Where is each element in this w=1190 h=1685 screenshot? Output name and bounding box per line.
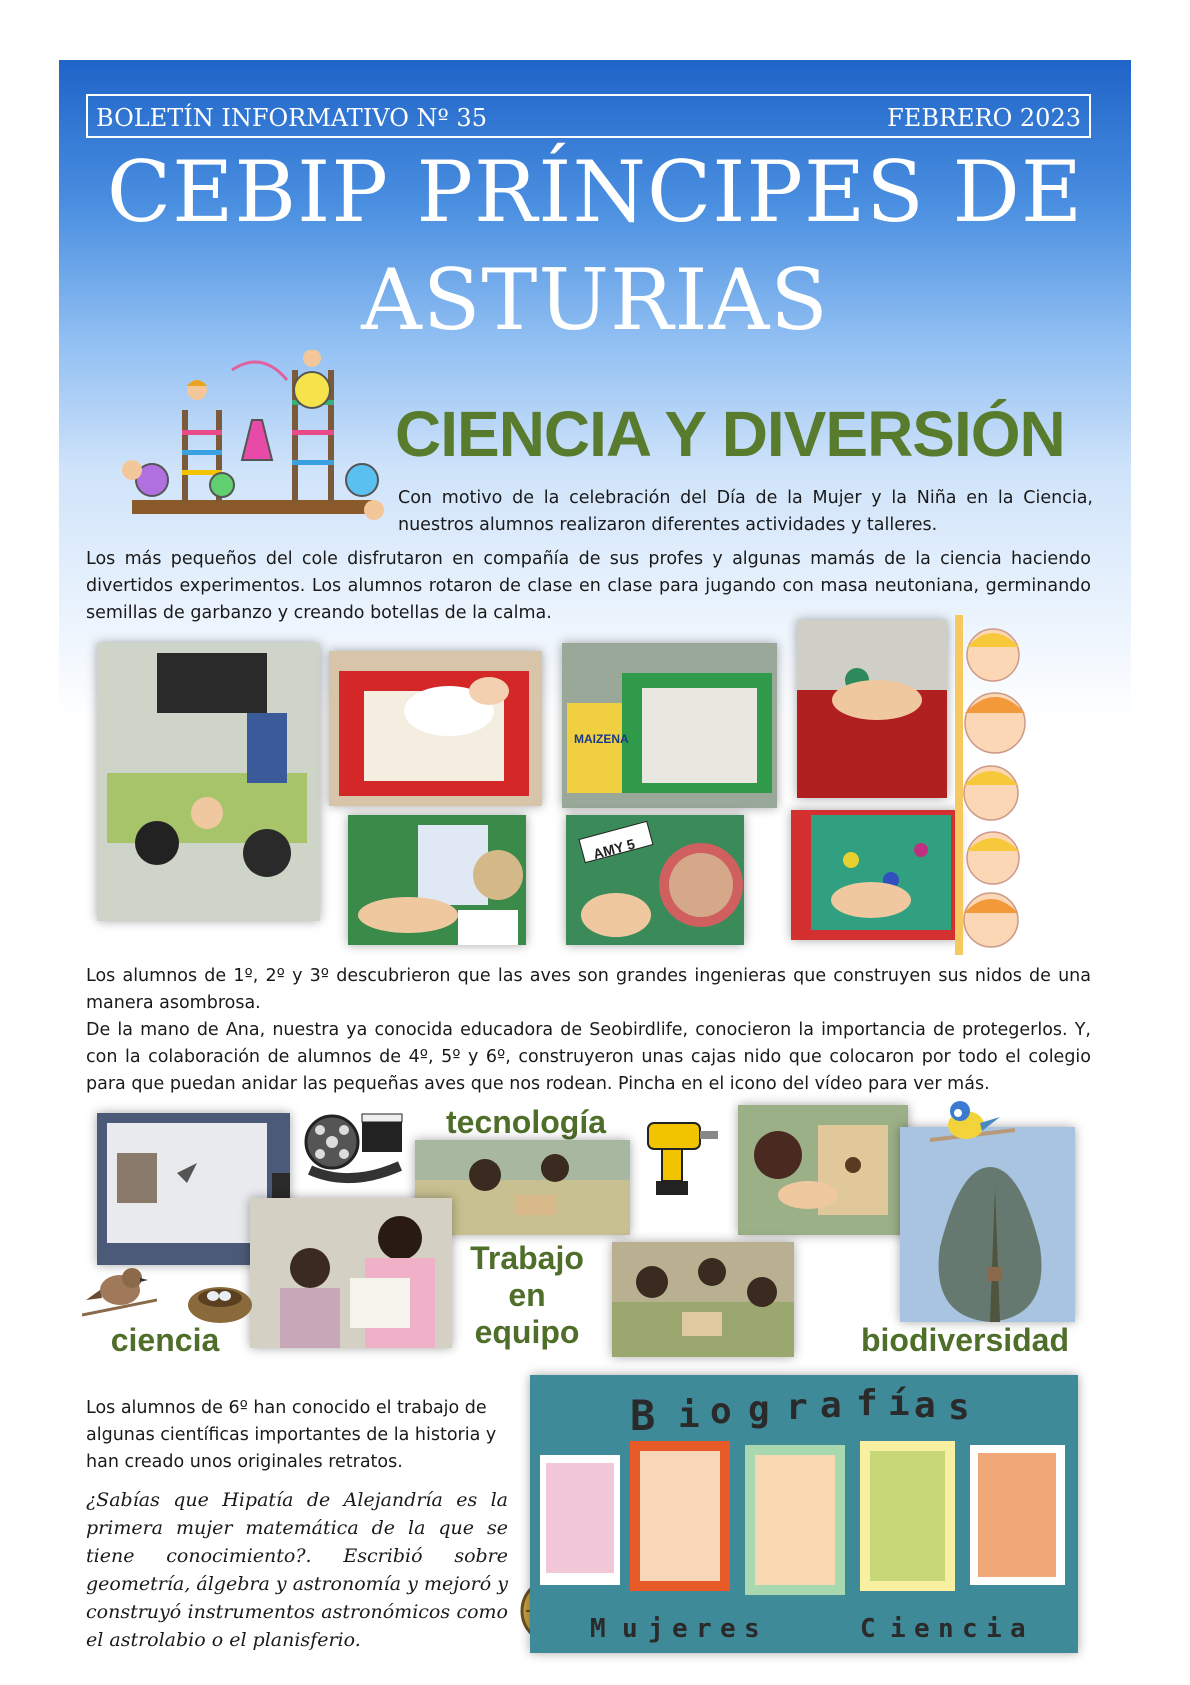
paragraph-nest-boxes: De la mano de Ana, nuestra ya conocida educadora de Seobirdlife, conocieron la importancia de protegerlos. Y, con la colaboración de alumnos de 4º, 5º y 6º, construyeron unas cajas nido que colocaron por todo el colegio para que puedan anidar las pequeñas aves que nos rodean. Pincha en el icono del vídeo para ver más. xyxy=(86,1020,1091,1094)
tree-nest-box-photo xyxy=(900,1127,1075,1322)
svg-text:MAIZENA: MAIZENA xyxy=(574,732,629,746)
header-rule xyxy=(86,136,1091,138)
intro-paragraph: Con motivo de la celebración del Día de la Mujer y la Niña en la Ciencia, nuestros alumnos realizaron diferentes actividades y talleres. xyxy=(398,488,1093,535)
svg-text:e: e xyxy=(672,1614,688,1644)
svg-text:s: s xyxy=(744,1614,760,1644)
scientists-mural-photo xyxy=(530,1375,1078,1653)
svg-text:g: g xyxy=(748,1389,770,1430)
paragraph-birds-intro: Los alumnos de 1º, 2º y 3º descubrieron que las aves son grandes ingenieras que construyen sus nidos de una manera asombrosa. xyxy=(86,966,1091,1013)
school-title-line2: ASTURIAS xyxy=(361,251,829,349)
bluetit-icon xyxy=(930,1095,1015,1155)
svg-text:a: a xyxy=(820,1385,842,1426)
kids-on-floor-photo xyxy=(612,1242,794,1357)
newtonian-dough-photo-2 xyxy=(562,643,777,808)
bulletin-header-box xyxy=(86,94,1091,136)
water-beads-photo-2 xyxy=(791,810,959,940)
svg-text:r: r xyxy=(696,1614,712,1644)
newtonian-dough-photo-1 xyxy=(329,651,542,806)
svg-text:a: a xyxy=(914,1385,936,1426)
reading-booklet-photo xyxy=(250,1198,452,1348)
paragraph-experiments: Los más pequeños del cole disfrutaron en compañía de sus profes y algunas mamás de la ciencia haciendo divertidos experimentos. Los alumnos rotaron de clase en clase para jugando con masa neutoniana, germinando semillas de garbanzo y creando botellas de la calma. xyxy=(86,549,1091,623)
svg-text:s: s xyxy=(948,1387,970,1428)
school-title-line1: CEBIP PRÍNCIPES DE xyxy=(106,143,1084,241)
svg-text:o: o xyxy=(710,1391,732,1432)
paragraph-scientists: Los alumnos de 6º han conocido el trabajo de algunas científicas importantes de la historia y han creado unos originales retratos. xyxy=(86,1398,497,1472)
svg-text:M: M xyxy=(590,1614,606,1644)
svg-text:i: i xyxy=(986,1614,1002,1644)
peeking-kids-illustration-icon xyxy=(955,615,1035,955)
bulletin-number: BOLETÍN INFORMATIVO Nº 35 xyxy=(96,104,487,132)
chickpea-seeds-photo xyxy=(348,815,526,945)
svg-text:n: n xyxy=(938,1614,954,1644)
svg-text:B: B xyxy=(630,1391,656,1440)
svg-text:a: a xyxy=(1010,1614,1026,1644)
svg-text:r: r xyxy=(786,1387,808,1428)
sparrow-icon xyxy=(82,1260,157,1325)
section-title: CIENCIA Y DIVERSIÓN xyxy=(395,398,1065,470)
paragraph-hipatia: ¿Sabías que Hipatía de Alejandría es la primera mujer matemática de la que se tiene conocimiento?. Escribió sobre geometría, álgebra y astronomía y mejoró y construyó instrumentos astronómicos como el astrolabio o el planisferio. xyxy=(86,1489,508,1651)
seeds-and-box-photo xyxy=(566,815,744,945)
svg-text:i: i xyxy=(678,1395,700,1436)
svg-text:u: u xyxy=(622,1614,638,1644)
bulletin-date: FEBRERO 2023 xyxy=(887,104,1081,132)
label-tecnologia: tecnología xyxy=(445,1104,606,1140)
label-trabajo: Trabajo xyxy=(470,1240,584,1276)
label-biodiversidad: biodiversidad xyxy=(860,1322,1070,1358)
svg-text:i: i xyxy=(890,1614,906,1644)
svg-text:í: í xyxy=(888,1383,910,1424)
svg-text:c: c xyxy=(962,1614,978,1644)
water-beads-photo-1 xyxy=(797,620,947,798)
svg-text:AMY 5: AMY 5 xyxy=(591,835,637,862)
label-trabajo-en-equipo xyxy=(452,1240,602,1350)
label-equipo: equipo xyxy=(474,1313,580,1350)
nest-box-building-photo-2 xyxy=(738,1105,908,1235)
svg-text:e: e xyxy=(720,1614,736,1644)
drill-icon xyxy=(640,1113,720,1198)
label-en: en xyxy=(508,1276,546,1313)
nest-icon xyxy=(185,1270,255,1325)
film-reel-icon[interactable] xyxy=(300,1100,408,1190)
svg-text:j: j xyxy=(648,1614,664,1644)
svg-text:f: f xyxy=(856,1383,878,1424)
label-ciencia: ciencia xyxy=(110,1322,220,1358)
svg-text:C: C xyxy=(860,1614,876,1644)
classroom-photo xyxy=(97,643,320,921)
svg-text:e: e xyxy=(914,1614,930,1644)
science-lab-illustration-icon xyxy=(112,350,390,540)
